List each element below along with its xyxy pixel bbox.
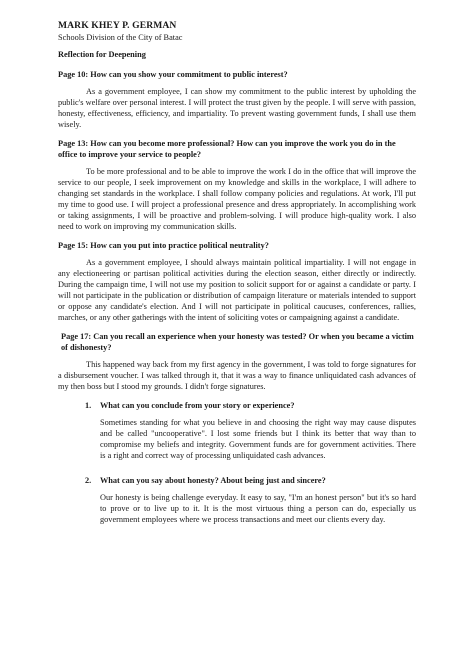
subquestion-1-text: What can you conclude from your story or experience? — [100, 401, 295, 410]
subanswer-2: Our honesty is being challenge everyday. It easy to say, "I'm an honest person" but it's so hard to prove or to live up to it. It is the most virtuous thing a person can do, especially us government employees where we process transactions and meet our clients every day. — [100, 493, 416, 524]
question-page-13: Page 13: How can you become more professional? How can you improve the work you do in the office to improve your service to people? — [58, 139, 396, 159]
question-page-10: Page 10: How can you show your commitment to public interest? — [58, 70, 288, 79]
author-affiliation: Schools Division of the City of Batac — [58, 33, 183, 42]
question-page-17: Page 17: Can you recall an experience when your honesty was tested? Or when you became a victim of dishonesty? — [61, 332, 414, 352]
subquestion-2-text: What can you say about honesty? About being just and sincere? — [100, 476, 326, 485]
subanswer-1: Sometimes standing for what you believe in and choosing the right way may cause disputes and be called "uncooperative". I lost some friends but I think its better that way than to compromise my beliefs and integrity. Government funds are for government activities. There is a right and correct way of processing unliquidated cash advances. — [100, 418, 416, 460]
author-name: MARK KHEY P. GERMAN — [58, 20, 177, 31]
subquestion-1-number: 1. — [85, 401, 92, 410]
answer-page-10: As a government employee, I can show my commitment to the public interest by upholding the public's welfare over personal interest. I will protect the trust given by the people. I will serve with passion, honesty, effectiveness, efficiency, and impartiality. To prevent wasting government funds, I shall use them wisely. — [58, 87, 416, 129]
subquestion-2-number: 2. — [85, 476, 92, 485]
answer-page-17: This happened way back from my first agency in the government, I was told to forge signatures for a disbursement voucher. I was talked through it, that it was a way to finance unliquidated cash advances of my then boss but I stood my grounds. I didn't forge signatures. — [58, 360, 416, 391]
question-page-15: Page 15: How can you put into practice political neutrality? — [58, 241, 269, 250]
answer-page-15: As a government employee, I should always maintain political impartiality. I will not engage in any electioneering or partisan political activities during the election season, either directly or indirectly. During the campaign time, I will not use my position to solicit support for or against a candidate or party. I will not participate in the publication or distribution of campaign literature or materials intended to support or oppose any candidate's election. And I will not participate in political caucuses, conferences, rallies, marches, or any other gatherings with the intent of soliciting votes or campaigning against a candidate. — [58, 258, 416, 322]
subquestion-1 — [58, 400, 416, 411]
answer-page-13: To be more professional and to be able to improve the work I do in the office that will improve the service to our people, I seek improvement on my knowledge and skills in the workplace, I will adhere to changing set standards in the workplace. I shall follow company policies and regulations. At work, I'll put my time to good use. I will project a professional presence and dress appropriately. In accomplishing work or taking assignments, I will be proactive and problem-solving. I will produce high-quality work. I also need to work on improving my communication skills. — [58, 167, 416, 231]
subquestion-2 — [58, 475, 416, 486]
section-title: Reflection for Deepening — [58, 50, 146, 59]
